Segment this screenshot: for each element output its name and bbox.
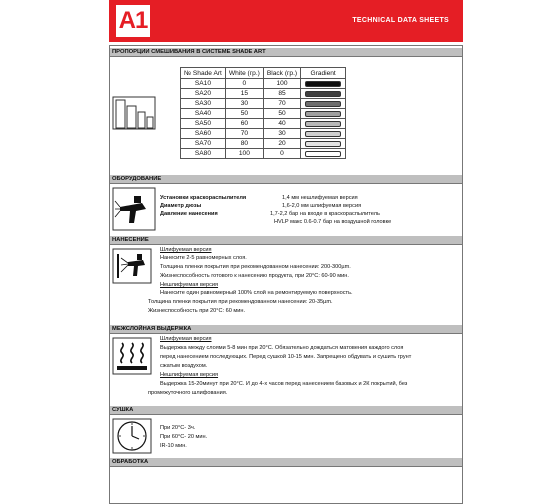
table-cell-black: 70 [263,99,300,109]
mixing-table-body [181,79,346,159]
brand-logo: A1 [116,5,150,37]
table-cell-white: 30 [225,99,263,109]
drying-line: IR-10 мин. [160,443,187,449]
flash-sanded-line: Выдержка между слоями 5-8 мин при 20°С. Обязательно дождаться матовения каждого слоя [160,345,404,351]
flash-sanded-title: Шлифуемая версия [160,336,212,342]
mixing-table [180,67,346,159]
application-unsanded-line: Жизнеспособность при 20°С: 60 мин. [148,308,246,314]
table-cell-code: SA80 [181,149,226,159]
table-cell-black: 100 [263,79,300,89]
value-pressure-1: 1,7-2,2 бар на входе в краскораспылитель [270,211,380,217]
drying-line: При 60°С- 20 мин. [160,434,208,440]
clock-icon [112,418,152,454]
application-sanded-title: Шлифуемая версия [160,247,212,253]
flash-unsanded-line: промежуточного шлифования. [148,390,228,396]
evaporation-icon [112,337,152,375]
application-sanded-line: Толщина пленки покрытия при рекомендованном нанесении: 200-300µm. [160,264,351,270]
table-cell-code: SA20 [181,89,226,99]
gradient-swatch [305,81,341,87]
table-cell-code: SA50 [181,119,226,129]
table-cell-black: 0 [263,149,300,159]
column-header: Gradient [301,68,346,79]
header-title: TECHNICAL DATA SHEETS [352,17,449,24]
containers-icon [112,96,156,130]
table-cell-white: 15 [225,89,263,99]
value-gun: 1,4 мм нешлифуемая версия [282,195,358,201]
table-cell-black: 40 [263,119,300,129]
table-cell-gradient [301,149,346,159]
table-cell-gradient [301,79,346,89]
table-cell-code: SA10 [181,79,226,89]
section-title-mixing: ПРОПОРЦИИ СМЕШИВАНИЯ В СИСТЕМЕ SHADE ART [110,48,462,57]
table-cell-gradient [301,109,346,119]
table-cell-black: 85 [263,89,300,99]
flash-unsanded-line: Выдержка 15-20минут при 20°С. И до 4-х часов перед нанесением базовых и 2К покрытий, без [160,381,408,387]
gradient-swatch [305,131,341,137]
label-gun: Установки краскораспылителя [160,195,247,201]
application-unsanded-title: Нешлифуемая версия [160,282,219,288]
table-cell-gradient [301,99,346,109]
value-pressure-2: HVLP макс 0.6-0.7 бар на воздушной головке [274,219,392,225]
table-cell-gradient [301,119,346,129]
table-row [181,119,346,129]
table-cell-code: SA40 [181,109,226,119]
table-row [181,149,346,159]
column-header: № Shade Art [181,68,226,79]
table-cell-code: SA70 [181,139,226,149]
table-cell-black: 50 [263,109,300,119]
table-cell-black: 30 [263,129,300,139]
application-unsanded-line: Нанесите один равномерный 100% слой на ремонтируемую поверхность. [160,290,353,296]
gradient-swatch [305,101,341,107]
table-cell-white: 50 [225,109,263,119]
table-cell-white: 100 [225,149,263,159]
table-row [181,139,346,149]
table-cell-white: 70 [225,129,263,139]
table-cell-gradient [301,89,346,99]
table-row [181,129,346,139]
flash-sanded-line: перед нанесением последующих. Перед сушкой 10-15 мин. Запрещено обдувать и сушить грунт [160,354,412,360]
gradient-swatch [305,151,341,157]
section-title-application: НАНЕСЕНИЕ [110,236,462,245]
gradient-swatch [305,91,341,97]
table-cell-white: 0 [225,79,263,89]
table-header-row [181,68,346,79]
section-title-equipment: ОБОРУДОВАНИЕ [110,175,462,184]
flash-unsanded-title: Нешлифуемая версия [160,372,219,378]
table-row [181,89,346,99]
section-title-drying: СУШКА [110,406,462,415]
column-header: White (гр.) [225,68,263,79]
table-cell-white: 80 [225,139,263,149]
table-row [181,109,346,119]
table-row [181,79,346,89]
column-header: Black (гр.) [263,68,300,79]
gradient-swatch [305,121,341,127]
header-bar [109,0,463,42]
section-title-flash: МЕЖСЛОЙНАЯ ВЫДЕРЖКА [110,325,462,334]
label-nozzle: Диаметр дюзы [160,203,202,209]
section-title-processing: ОБРАБОТКА [110,458,462,467]
data-sheet [109,45,463,504]
gradient-swatch [305,111,341,117]
application-unsanded-line: Толщина пленки покрытия при рекомендованном нанесении: 20-35µm. [148,299,333,305]
drying-line: При 20°С- 3ч. [160,425,196,431]
spray-gun-icon [112,187,156,231]
value-nozzle: 1,6-2,0 мм шлифуемая версия [282,203,362,209]
table-row [181,99,346,109]
spray-application-icon [112,248,152,284]
table-cell-black: 20 [263,139,300,149]
flash-sanded-line: сжатым воздухом. [160,363,208,369]
table-cell-code: SA60 [181,129,226,139]
table-cell-gradient [301,139,346,149]
table-cell-white: 60 [225,119,263,129]
application-sanded-line: Нанесите 2-5 равномерных слоя. [160,255,247,261]
table-cell-gradient [301,129,346,139]
table-cell-code: SA30 [181,99,226,109]
application-sanded-line: Жизнеспособность готового к нанесению продукта, при 20°С: 60-90 мин. [160,273,349,279]
gradient-swatch [305,141,341,147]
label-pressure: Давление нанесения [160,211,218,217]
